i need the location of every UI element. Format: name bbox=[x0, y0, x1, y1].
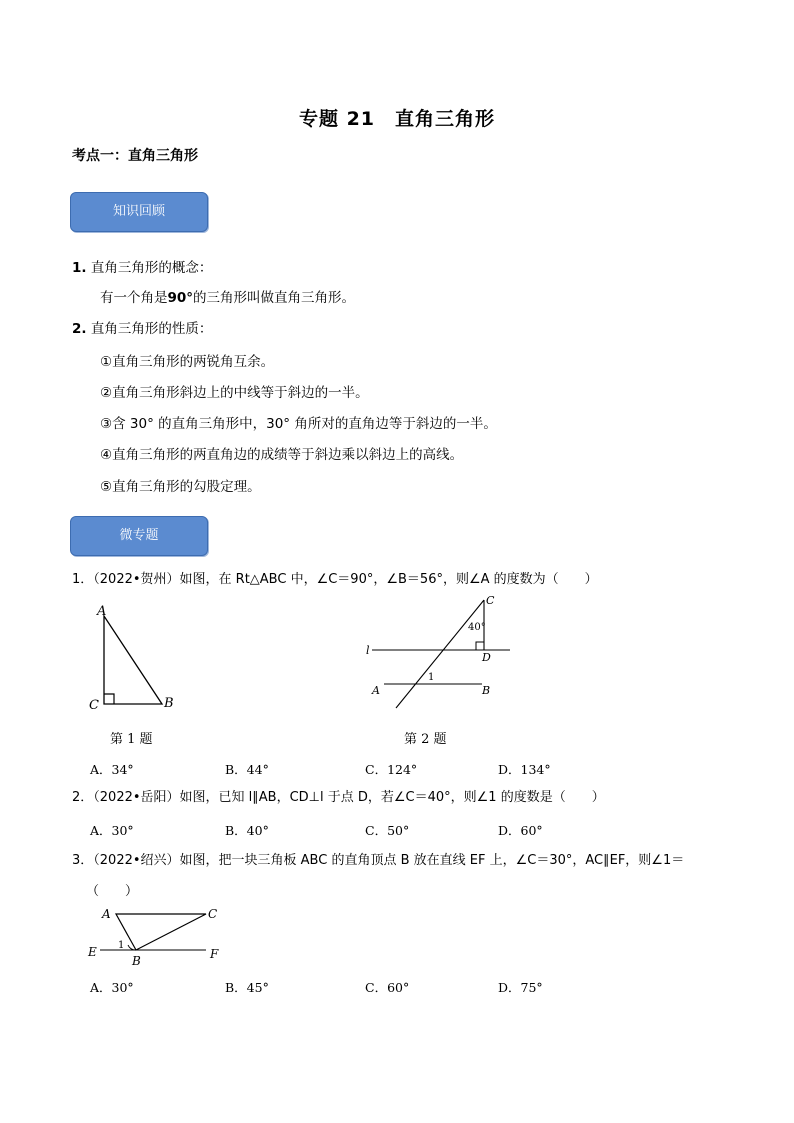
property-4: ④直角三角形的两直角边的成绩等于斜边乘以斜边上的高线。 bbox=[100, 447, 464, 463]
right-angle-mark bbox=[104, 694, 114, 704]
q1-option-c: C．124° bbox=[365, 762, 418, 777]
badge-knowledge-review: 知识回顾 bbox=[70, 192, 208, 232]
label-f: F bbox=[210, 947, 219, 961]
property-3: ③含 30° 的直角三角形中，30° 角所对的直角边等于斜边的一半。 bbox=[100, 416, 497, 432]
label-a: A bbox=[97, 604, 107, 619]
q3-option-c: C．60° bbox=[365, 980, 410, 995]
q1-option-a: A．34° bbox=[90, 762, 134, 777]
label-e: E bbox=[88, 945, 97, 959]
label-c: C bbox=[208, 907, 218, 921]
q3-option-d: D．75° bbox=[498, 980, 543, 995]
figure-3-set-square bbox=[86, 904, 236, 970]
q2-option-a: A．30° bbox=[90, 823, 134, 838]
q2-option-c: C．50° bbox=[365, 823, 410, 838]
body-text: 有一个角是 bbox=[100, 290, 168, 306]
question-3-answer-blank: （ ） bbox=[86, 884, 139, 899]
transversal-line bbox=[396, 600, 484, 708]
badge-micro-topic: 微专题 bbox=[70, 516, 208, 556]
label-angle-1: 1 bbox=[428, 672, 435, 683]
question-2-stem: 2．（2022•岳阳）如图，已知 l∥AB，CD⊥l 于点 D，若∠C＝40°，则∠1 的度数是（ ） bbox=[72, 790, 605, 805]
point-heading: 直角三角形的性质： bbox=[90, 321, 213, 337]
property-1: ①直角三角形的两锐角互余。 bbox=[100, 354, 275, 370]
right-angle-mark bbox=[476, 642, 484, 650]
label-d: D bbox=[482, 651, 491, 664]
figure-2-parallel-lines bbox=[362, 594, 522, 714]
label-a: A bbox=[372, 684, 380, 697]
property-2: ②直角三角形斜边上的中线等于斜边的一半。 bbox=[100, 385, 369, 401]
triangle-abc bbox=[116, 914, 206, 950]
label-c: C bbox=[89, 698, 99, 713]
point-number: 2. bbox=[72, 321, 87, 337]
section-heading: 考点一：直角三角形 bbox=[72, 148, 198, 164]
figure-1-triangle bbox=[84, 600, 194, 716]
label-c: C bbox=[486, 594, 495, 607]
label-b: B bbox=[482, 684, 491, 697]
question-1-stem: 1．（2022•贺州）如图，在 Rt△ABC 中，∠C＝90°，∠B＝56°，则∠A 的度数为（ ） bbox=[72, 572, 598, 587]
q2-option-b: B．40° bbox=[225, 823, 269, 838]
property-5: ⑤直角三角形的勾股定理。 bbox=[100, 479, 261, 495]
question-3-stem: 3．（2022•绍兴）如图，把一块三角板 ABC 的直角顶点 B 放在直线 EF 上，∠C＝30°，AC∥EF，则∠1＝ bbox=[72, 853, 685, 868]
q2-option-d: D．60° bbox=[498, 823, 543, 838]
knowledge-point-2 bbox=[72, 319, 212, 339]
label-a: A bbox=[102, 907, 111, 921]
label-angle-40: 40° bbox=[468, 622, 486, 633]
knowledge-point-1 bbox=[72, 258, 212, 278]
q3-option-b: B．45° bbox=[225, 980, 269, 995]
triangle-abc bbox=[104, 616, 162, 704]
page-title: 专题 21 直角三角形 bbox=[298, 108, 496, 130]
label-b: B bbox=[164, 696, 174, 711]
body-text: 的三角形叫做直角三角形。 bbox=[193, 290, 356, 306]
point-heading: 直角三角形的概念： bbox=[90, 260, 213, 276]
body-degree: 90° bbox=[167, 290, 194, 306]
knowledge-point-1-body bbox=[100, 288, 355, 308]
label-angle-1: 1 bbox=[118, 940, 125, 951]
q3-option-a: A．30° bbox=[90, 980, 134, 995]
q1-option-d: D．134° bbox=[498, 762, 551, 777]
figure-2-caption: 第 2 题 bbox=[404, 732, 447, 747]
label-l: l bbox=[366, 644, 370, 657]
point-number: 1. bbox=[72, 260, 87, 276]
label-b: B bbox=[132, 954, 141, 968]
figure-1-caption: 第 1 题 bbox=[110, 732, 153, 747]
q1-option-b: B．44° bbox=[225, 762, 269, 777]
